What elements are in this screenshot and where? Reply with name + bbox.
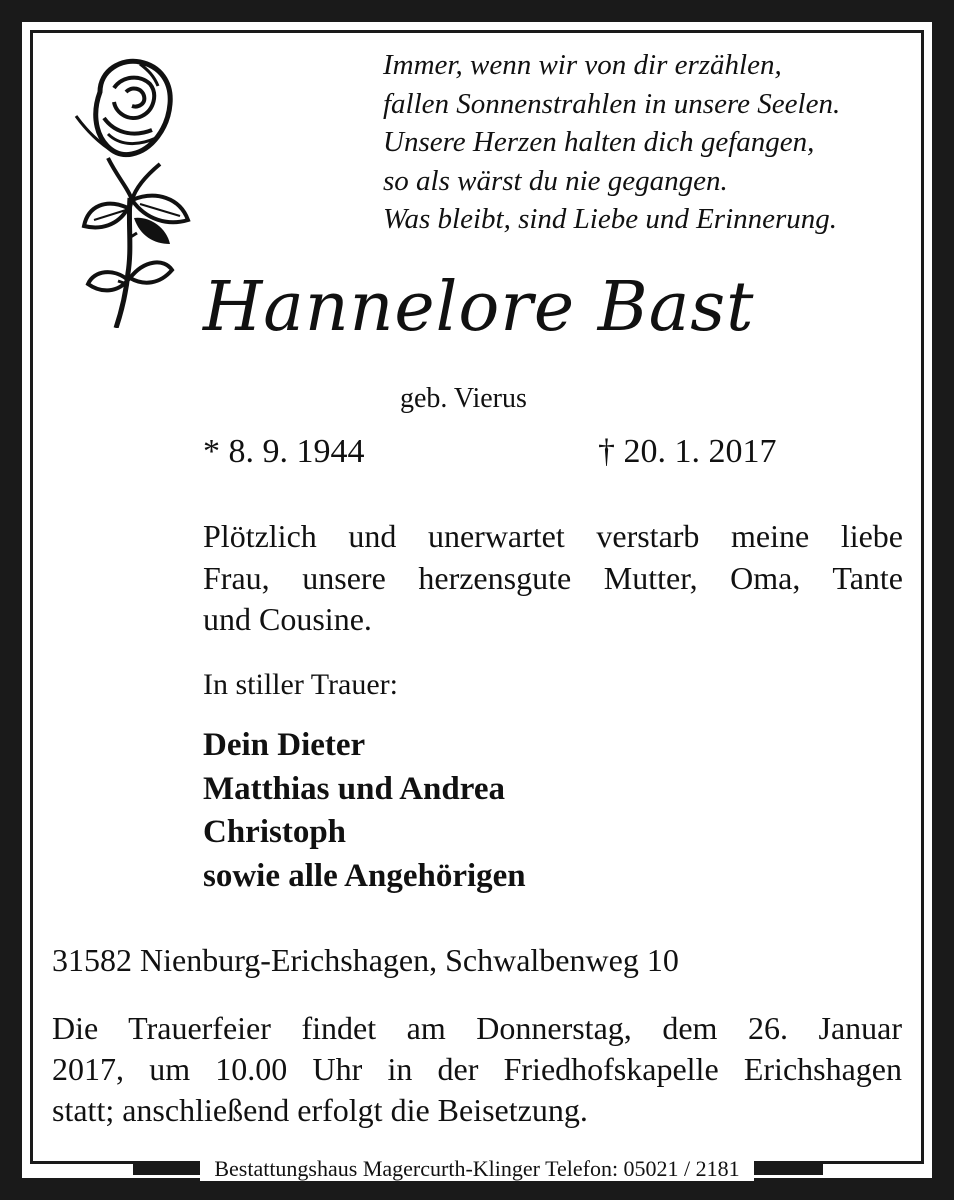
verse-line: fallen Sonnenstrahlen in unsere Seelen.: [383, 87, 841, 120]
funeral-notice: [52, 1008, 902, 1131]
footer: [0, 1154, 954, 1184]
mourning-label: In stiller Trauer:: [203, 668, 398, 701]
funeral-line: Die Trauerfeier findet am Donnerstag, dem 26. Januar: [52, 1010, 902, 1046]
verse-line: Immer, wenn wir von dir erzählen,: [383, 49, 782, 81]
mourner-name: Matthias und Andrea: [203, 770, 505, 807]
message-line: Frau, unsere herzensgute Mutter, Oma, Tante: [203, 559, 903, 596]
mourner-name: Dein Dieter: [203, 727, 366, 763]
mourners-list: [203, 724, 526, 898]
birth-date: * 8. 9. 1944: [203, 433, 365, 470]
memorial-verse: [383, 46, 923, 239]
message-line: und Cousine.: [203, 601, 372, 637]
verse-line: so als wärst du nie gegangen.: [383, 164, 728, 197]
announcement-message: [203, 516, 903, 641]
address: 31582 Nienburg-Erichshagen, Schwalbenweg 10: [52, 942, 679, 978]
mourner-name: sowie alle Angehörigen: [203, 857, 526, 894]
message-line: Plötzlich und unerwartet verstarb meine liebe: [203, 518, 903, 554]
rose-icon: [48, 48, 208, 328]
deceased-name: Hannelore Bast: [203, 268, 755, 347]
verse-line: Unsere Herzen halten dich gefangen,: [383, 126, 815, 158]
funeral-home-contact: Bestattungshaus Magercurth-Klinger Telefon: 05021 / 2181: [200, 1156, 753, 1181]
birth-name: geb. Vierus: [400, 383, 527, 414]
verse-line: Was bleibt, sind Liebe und Erinnerung.: [383, 203, 838, 235]
death-date: † 20. 1. 2017: [598, 433, 777, 470]
mourner-name: Christoph: [203, 814, 347, 850]
funeral-line: 2017, um 10.00 Uhr in der Friedhofskapelle Erichshagen: [52, 1051, 902, 1087]
funeral-line: statt; anschließend erfolgt die Beisetzung.: [52, 1092, 588, 1128]
